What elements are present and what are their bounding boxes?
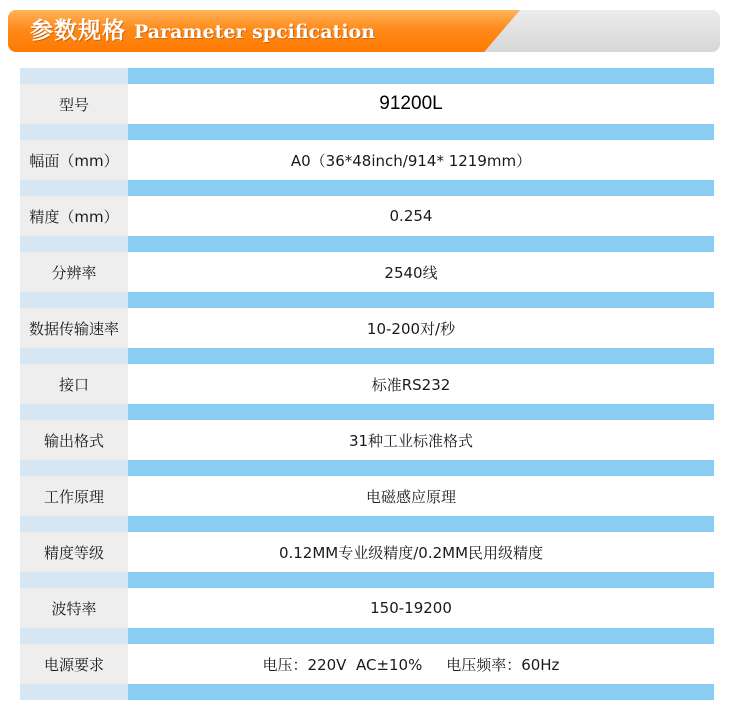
spec-value: 0.254: [128, 196, 714, 236]
spec-value: 31种工业标准格式: [128, 420, 714, 460]
spec-row-precision-grade: [20, 532, 714, 572]
spec-row-output-format: [20, 420, 714, 460]
row-divider: [20, 124, 714, 140]
spec-label: 数据传输速率: [20, 308, 128, 348]
spec-label: 电源要求: [20, 644, 128, 684]
spec-label: 输出格式: [20, 420, 128, 460]
spec-label: 分辨率: [20, 252, 128, 292]
spec-value: 0.12MM专业级精度/0.2MM民用级精度: [128, 532, 714, 572]
row-divider: [20, 628, 714, 644]
section-title: [30, 15, 375, 47]
row-divider: [20, 684, 714, 700]
spec-row-model: [20, 84, 714, 124]
spec-label: 波特率: [20, 588, 128, 628]
spec-value: 标准RS232: [128, 364, 714, 404]
section-title-en: Parameter spcification: [134, 21, 376, 43]
spec-row-transfer-rate: [20, 308, 714, 348]
spec-value: 150-19200: [128, 588, 714, 628]
row-divider: [20, 180, 714, 196]
section-header-banner: [8, 10, 720, 52]
spec-row-principle: [20, 476, 714, 516]
row-divider: [20, 460, 714, 476]
spec-row-format: [20, 140, 714, 180]
row-divider: [20, 292, 714, 308]
spec-value: A0（36*48inch/914* 1219mm）: [128, 140, 714, 180]
spec-label: 精度（mm）: [20, 196, 128, 236]
spec-row-resolution: [20, 252, 714, 292]
row-divider: [20, 404, 714, 420]
row-divider: [20, 516, 714, 532]
spec-row-baud-rate: [20, 588, 714, 628]
spec-value: 10-200对/秒: [128, 308, 714, 348]
spec-row-precision: [20, 196, 714, 236]
row-divider: [20, 348, 714, 364]
spec-label: 幅面（mm）: [20, 140, 128, 180]
spec-table: [20, 68, 714, 700]
spec-value: 电磁感应原理: [128, 476, 714, 516]
spec-label: 工作原理: [20, 476, 128, 516]
spec-value: 2540线: [128, 252, 714, 292]
row-divider: [20, 68, 714, 84]
spec-row-power: [20, 644, 714, 684]
row-divider: [20, 572, 714, 588]
spec-value: 电压：220V AC±10% 电压频率：60Hz: [128, 644, 714, 684]
row-divider: [20, 236, 714, 252]
spec-label: 型号: [20, 84, 128, 124]
spec-label: 接口: [20, 364, 128, 404]
section-title-cn: 参数规格: [30, 18, 126, 44]
spec-value: 91200L: [128, 84, 714, 124]
spec-row-interface: [20, 364, 714, 404]
spec-label: 精度等级: [20, 532, 128, 572]
